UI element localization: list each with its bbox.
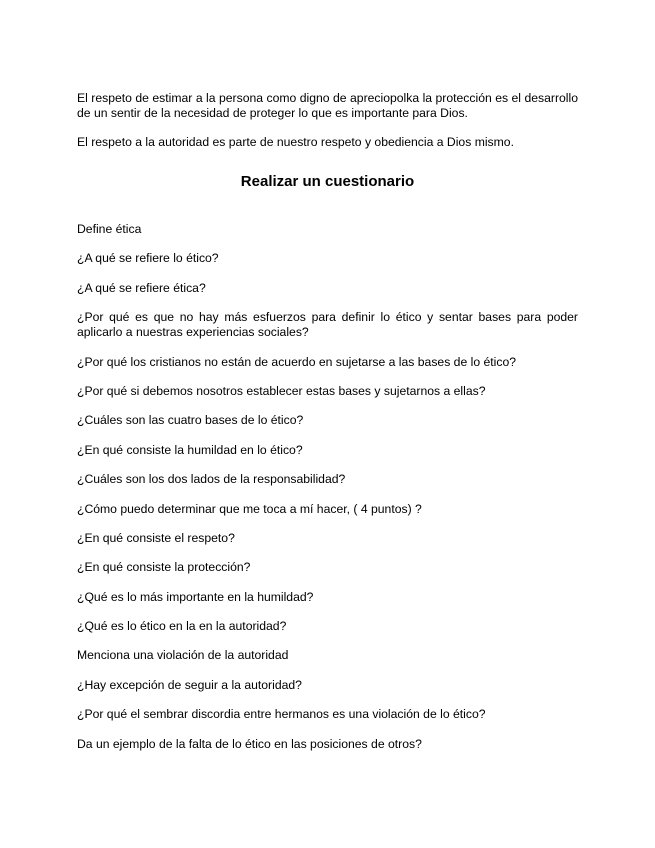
document-body — [77, 91, 578, 766]
section-heading: Realizar un cuestionario — [240, 173, 415, 190]
question-item: Da un ejemplo de la falta de lo ético en las posiciones de otros? — [77, 736, 422, 751]
question-item: ¿Por qué es que no hay más esfuerzos para definir lo ético y sentar bases para poder aplicarlo a nuestras experiencias sociales? — [77, 310, 578, 340]
question-item: ¿Hay excepción de seguir a la autoridad? — [77, 677, 302, 692]
question-item: ¿Qué es lo más importante en la humildad? — [77, 589, 314, 604]
question-item: Menciona una violación de la autoridad — [77, 648, 289, 663]
question-item: ¿Por qué si debemos nosotros establecer estas bases y sujetarnos a ellas? — [77, 383, 486, 398]
question-item: ¿Cómo puedo determinar que me toca a mí hacer, ( 4 puntos) ? — [77, 501, 422, 516]
question-item: ¿Por qué los cristianos no están de acuerdo en sujetarse a las bases de lo ético? — [77, 354, 517, 369]
question-list — [77, 222, 578, 752]
question-item: Define ética — [77, 222, 142, 236]
question-item: ¿Qué es lo ético en la en la autoridad? — [77, 619, 287, 634]
intro-paragraph-1: El respeto de estimar a la persona como digno de apreciopolka la protección es el desarrollo de un sentir de la necesidad de proteger lo que es importante para Dios. — [77, 91, 578, 120]
intro-paragraph-2: El respeto a la autoridad es parte de nuestro respeto y obediencia a Dios mismo. — [77, 135, 514, 149]
question-item: ¿En qué consiste la humildad en lo ético? — [77, 442, 303, 457]
question-item: ¿En qué consiste la protección? — [77, 560, 251, 575]
question-item: ¿A qué se refiere ética? — [77, 280, 206, 295]
question-item: ¿Cuáles son los dos lados de la responsabilidad? — [77, 472, 346, 487]
question-item: ¿Por qué el sembrar discordia entre hermanos es una violación de lo ético? — [77, 707, 486, 722]
question-item: ¿Cuáles son las cuatro bases de lo ético? — [77, 413, 304, 428]
question-item: ¿A qué se refiere lo ético? — [77, 251, 219, 266]
question-item: ¿En qué consiste el respeto? — [77, 530, 235, 545]
